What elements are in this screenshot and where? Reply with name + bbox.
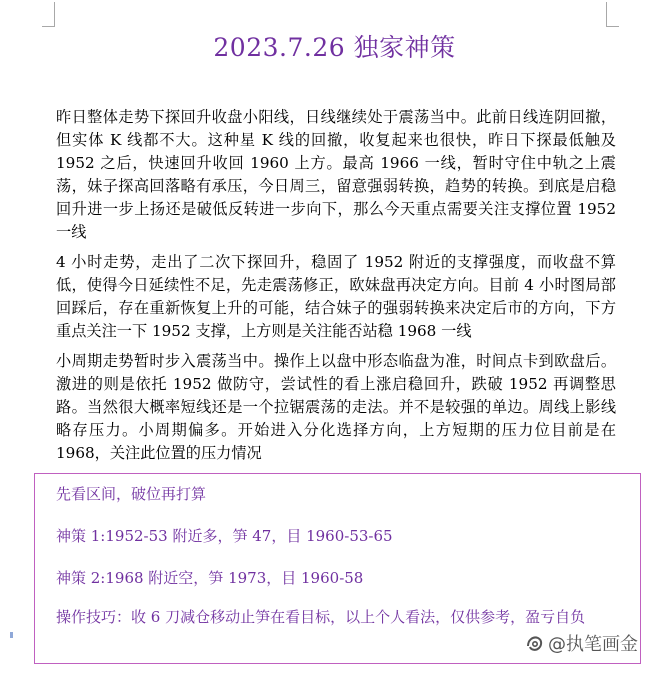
page-corner-mark-top-left (42, 2, 55, 27)
paragraph-4h-analysis: 4 小时走势，走出了二次下探回升，稳固了 1952 附近的支撑强度，而收盘不算低，使得今日延续性不足，先走震荡修正，欧妹盘再决定方向。目前 4 小时图局部回踩后，存在重新恢复上升的可能，结合妹子的强弱转换来决定后市的方向，下方重点关注一下 1952 支撑，上方则是关注能否站稳 1968 一线 (56, 253, 616, 340)
strategy-plan-1: 神策 1:1952-53 附近多，笋 47，目 1960-53-65 (56, 527, 393, 545)
margin-marker (10, 632, 13, 638)
watermark-text: @执笔画金 (548, 634, 638, 655)
strategy-intro: 先看区间，破位再打算 (56, 485, 207, 503)
watermark (524, 630, 638, 656)
strategy-tips: 操作技巧：收 6 刀减仓移动止笋在看目标，以上个人看法，仅供参考，盈亏自负 (56, 608, 586, 626)
paragraph-daily-analysis: 昨日整体走势下探回升收盘小阳线，日线继续处于震荡当中。此前日线连阴回撤，但实体 K 线都不大。这种星 K 线的回撤，收复起来也很快，昨日下探最低触及 1952 之后，快速回升收回 1960 上方。最高 1966 一线，暂时守住中轨之上震荡，妹子探高回落略有承压，今日周三，留意强弱转换，趋势的转换。到底是启稳回升进一步上扬还是破低反转进一步向下，那么今天重点需要关注支撑位置 1952 一线 (56, 108, 616, 241)
paragraph-short-cycle-analysis: 小周期走势暂时步入震荡当中。操作上以盘中形态临盘为准，时间点卡到欧盘后。激进的则是依托 1952 做防守，尝试性的看上涨启稳回升，跌破 1952 再调整思路。当然很大概率短线还是一个拉锯震荡的走法。并不是较强的单边。周线上影线略存压力。小周期偏多。开始进入分化选择方向，上方短期的压力位目前是在 1968，关注此位置的压力情况 (56, 352, 616, 462)
page-corner-mark-top-right (606, 2, 619, 27)
strategy-plan-2: 神策 2:1968 附近空，笋 1973，目 1960-58 (56, 569, 364, 587)
document-title: 2023.7.26 独家神策 (213, 33, 456, 62)
toutiao-logo-icon (524, 632, 546, 654)
